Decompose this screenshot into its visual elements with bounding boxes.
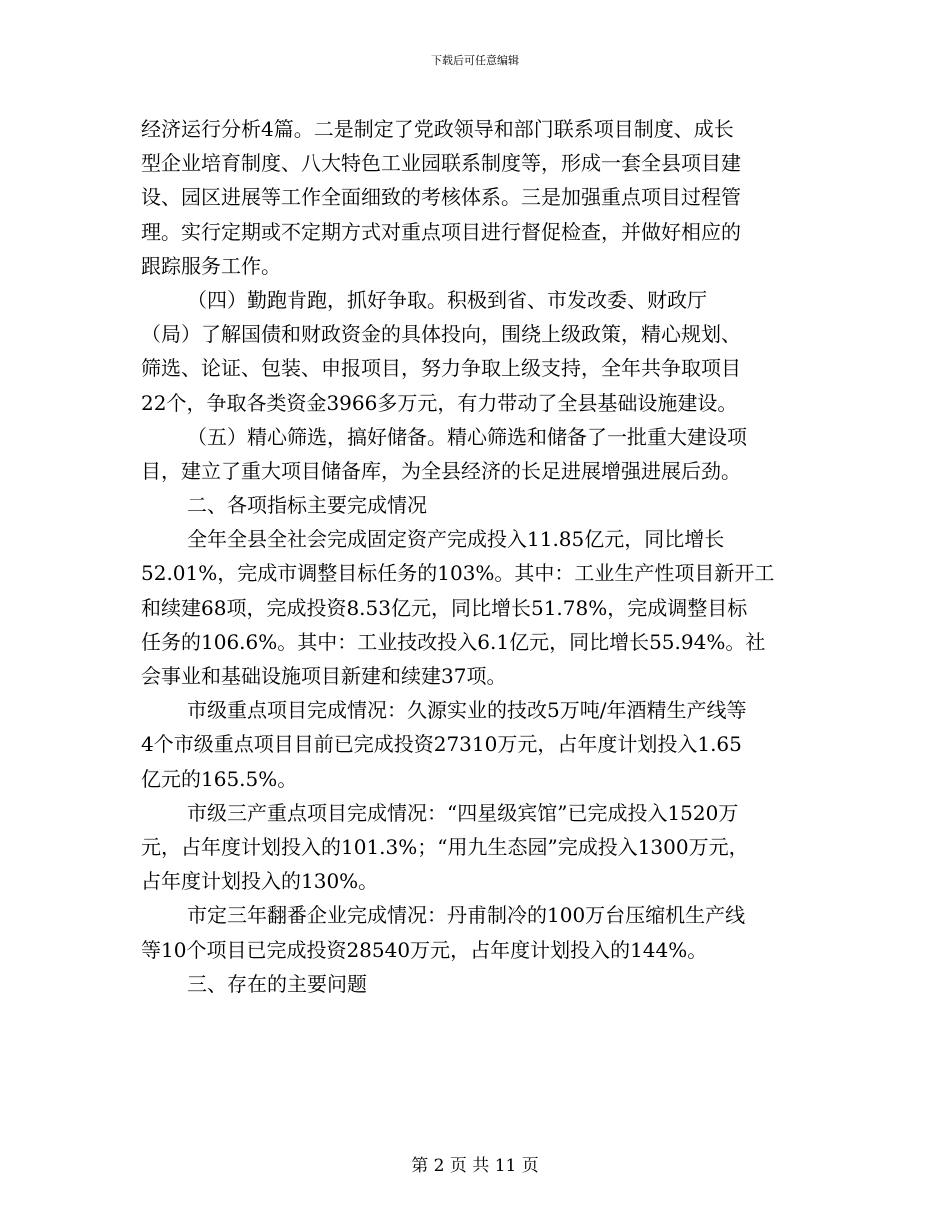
text-line: 型企业培育制度、八大特色工业园联系制度等，形成一套全县项目建 [141,151,741,176]
section-heading: 二、各项指标主要完成情况 [187,493,427,518]
text-line: 22个，争取各类资金3966多万元，有力带动了全县基础设施建设。 [141,390,738,415]
text-line: 占年度计划投入的130%。 [141,869,379,894]
text-line: 任务的106.6%。其中：工业技改投入6.1亿元，同比增长55.94%。社 [141,629,766,654]
page-header: 下载后可任意编辑 [431,54,519,67]
text-line: 等10个项目已完成投资28540万元，占年度计划投入的144%。 [141,937,708,962]
text-line: （局）了解国债和财政资金的具体投向，围绕上级政策，精心规划、 [141,322,741,347]
text-line: 筛选、论证、包装、申报项目，努力争取上级支持，全年共争取项目 [141,356,741,381]
page-number: 第 2 页 共 11 页 [411,1156,539,1176]
text-line: 跟踪服务工作。 [141,253,281,278]
text-line: 目，建立了重大项目储备库，为全县经济的长足进展增强进展后劲。 [141,458,741,483]
text-line: 设、园区进展等工作全面细致的考核体系。三是加强重点项目过程管 [141,185,741,210]
text-line: 会事业和基础设施项目新建和续建37项。 [141,664,507,688]
text-line: 亿元的165.5%。 [141,766,298,791]
section-heading: 三、存在的主要问题 [187,971,367,996]
text-line: 市级三产重点项目完成情况：“四星级宾馆”已完成投入1520万 [187,800,739,825]
text-line: 理。实行定期或不定期方式对重点项目进行督促检查，并做好相应的 [141,219,741,244]
text-line: 4个市级重点项目目前已完成投资27310万元，占年度计划投入1.65 [141,732,742,757]
text-line: 经济运行分析4篇。二是制定了党政领导和部门联系项目制度、成长 [141,117,734,141]
text-line: （五）精心筛选，搞好储备。精心筛选和储备了一批重大建设项 [187,424,747,449]
text-line: （四）勤跑肯跑，抓好争取。积极到省、市发改委、财政厅 [187,287,707,312]
text-line: 52.01%，完成市调整目标任务的103%。其中：工业生产性项目新开工 [141,561,775,586]
text-line: 和续建68项，完成投资8.53亿元，同比增长51.78%，完成调整目标 [141,595,748,620]
text-line: 全年全县全社会完成固定资产完成投入11.85亿元，同比增长 [187,527,725,552]
text-line: 市级重点项目完成情况：久源实业的技改5万吨/年酒精生产线等 [187,698,747,723]
text-line: 市定三年翻番企业完成情况：丹甫制冷的100万台压缩机生产线 [187,903,746,928]
document-body [141,112,811,1001]
text-line: 元，占年度计划投入的101.3%；“用九生态园”完成投入1300万元， [141,834,749,859]
